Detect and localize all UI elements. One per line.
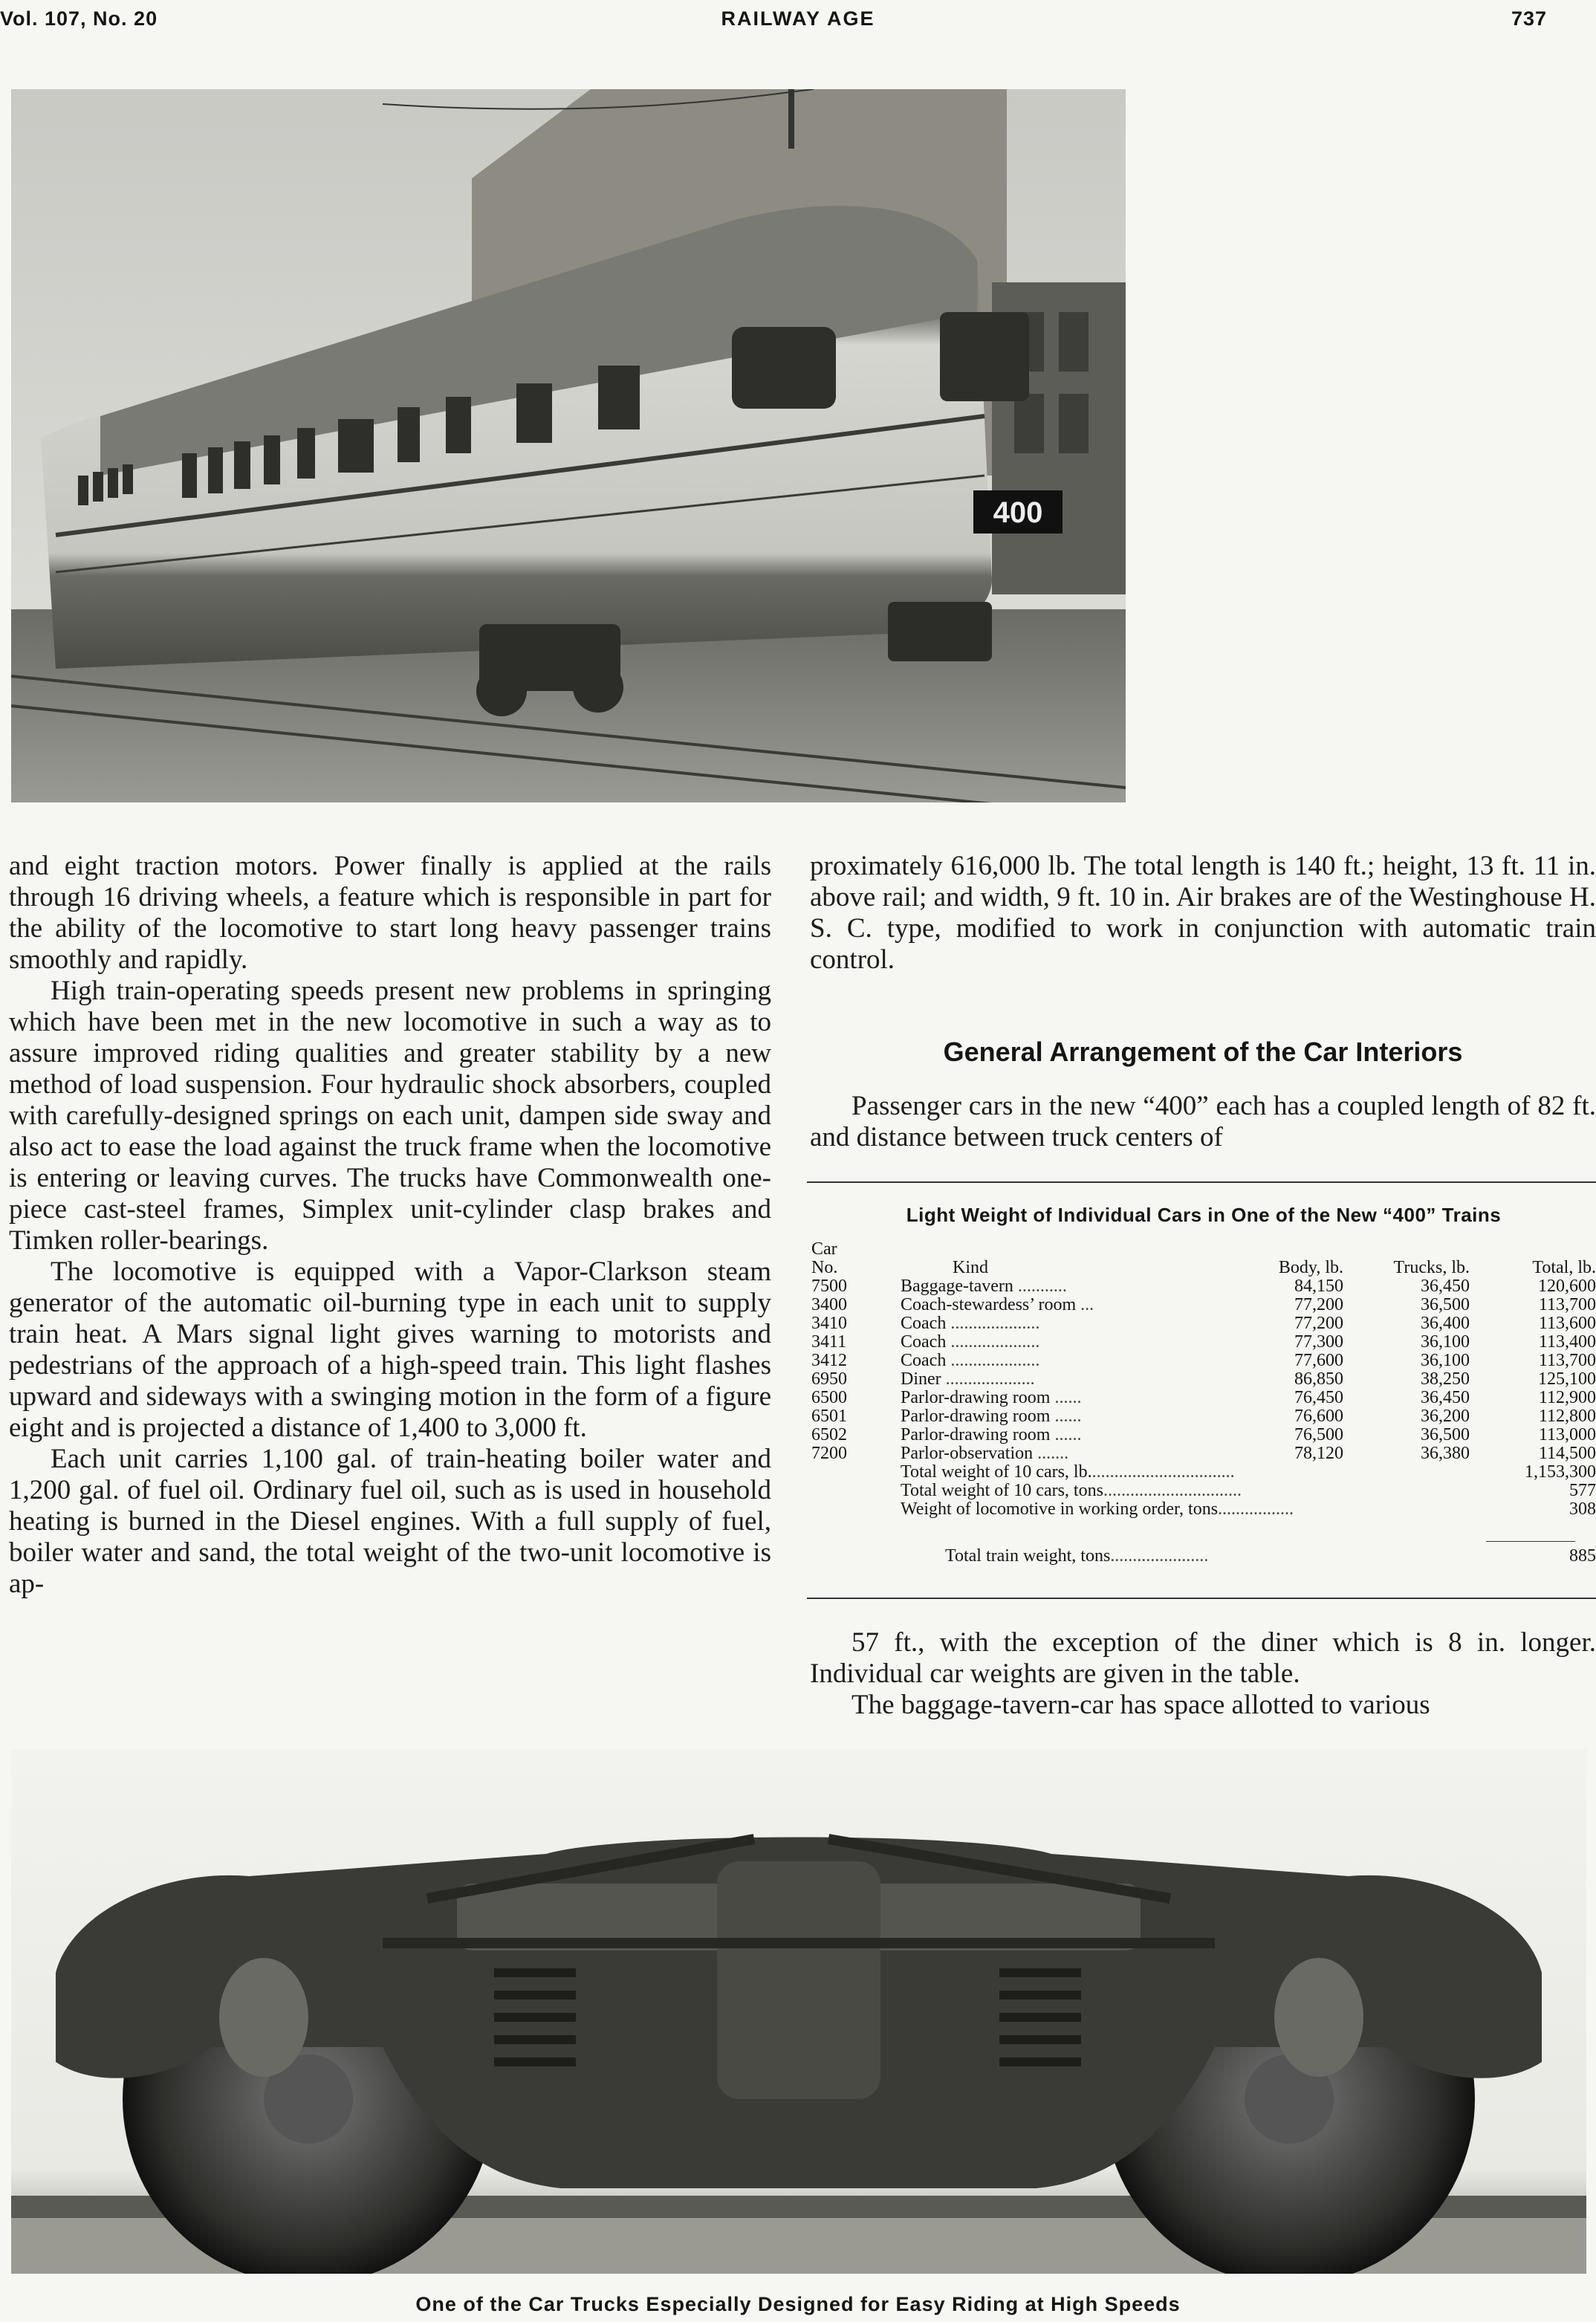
table-row	[811, 1333, 1596, 1352]
total-weight-cell: 112,900	[1538, 1388, 1596, 1407]
right-column-intro	[810, 1091, 1596, 1153]
volume-number: Vol. 107, No. 20	[0, 7, 158, 30]
total-weight-cell: 113,000	[1538, 1425, 1596, 1444]
total-value-cell: 577	[1569, 1481, 1596, 1500]
total-weight-cell: 113,400	[1538, 1332, 1596, 1352]
col-header-car: Car No.	[811, 1239, 838, 1277]
right-column-top	[810, 851, 1596, 976]
table-row	[811, 1352, 1596, 1370]
publication-title: RAILWAY AGE	[721, 7, 875, 30]
table-total-row	[811, 1482, 1596, 1500]
trucks-weight-cell: 36,400	[1421, 1314, 1470, 1333]
trucks-weight-cell: 36,100	[1421, 1332, 1470, 1352]
right-column-bottom	[810, 1627, 1596, 1721]
total-label-cell: Total weight of 10 cars, lb.................................	[901, 1462, 1235, 1482]
total-value-cell: 1,153,300	[1525, 1462, 1596, 1482]
car-number-cell: 6502	[811, 1425, 847, 1444]
table-top-rule	[807, 1181, 1596, 1183]
paragraph: Each unit carries 1,100 gal. of train-heating boiler water and 1,200 gal. of fuel oil. Ordinary fuel oil, such as is used in household heating is burned in the Diesel engines. With a full supply of fuel, boiler water and sand, the total weight of the two-unit locomotive is ap-	[9, 1444, 771, 1599]
grand-total-label: Total train weight, tons......................	[945, 1546, 1209, 1566]
total-weight-cell: 113,700	[1538, 1295, 1596, 1314]
trucks-weight-cell: 36,450	[1421, 1277, 1470, 1296]
kind-cell: Diner ....................	[901, 1369, 1035, 1389]
kind-cell: Coach ....................	[901, 1351, 1040, 1370]
trucks-weight-cell: 36,450	[1421, 1388, 1470, 1407]
body-weight-cell: 77,200	[1294, 1314, 1343, 1333]
car-badge: 400	[993, 496, 1043, 529]
paragraph: and eight traction motors. Power finally is applied at the rails through 16 driving wheels, a feature which is responsible in part for the ability of the locomotive to start long heavy passenger trains smoothly and rapidly.	[9, 851, 771, 975]
passenger-car-photo	[11, 89, 1126, 802]
trucks-weight-cell: 36,200	[1421, 1407, 1470, 1426]
photo-caption: One of the Car Trucks Especially Designed for Easy Riding at High Speeds	[415, 2293, 1181, 2315]
total-weight-cell: 112,800	[1538, 1407, 1596, 1426]
paragraph: Passenger cars in the new “400” each has a coupled length of 82 ft. and distance between truck centers of	[810, 1091, 1596, 1152]
page-header	[0, 7, 1596, 37]
total-weight-cell: 125,100	[1538, 1369, 1596, 1389]
kind-cell: Parlor-observation .......	[901, 1444, 1069, 1463]
paragraph: 57 ft., with the exception of the diner which is 8 in. longer. Individual car weights are given in the table.	[810, 1627, 1596, 1689]
kind-cell: Coach ....................	[901, 1314, 1040, 1333]
total-weight-cell: 114,500	[1538, 1444, 1596, 1463]
body-weight-cell: 77,200	[1294, 1295, 1343, 1314]
kind-cell: Parlor-drawing room ......	[901, 1388, 1082, 1407]
table-row	[811, 1444, 1596, 1463]
car-number-cell: 6501	[811, 1407, 847, 1426]
body-weight-cell: 78,120	[1294, 1444, 1343, 1463]
trucks-weight-cell: 36,500	[1421, 1295, 1470, 1314]
trucks-weight-cell: 36,380	[1421, 1444, 1470, 1463]
table-row	[811, 1389, 1596, 1407]
car-number-cell: 6950	[811, 1369, 847, 1389]
kind-cell: Coach ....................	[901, 1332, 1040, 1352]
car-number-cell: 6500	[811, 1388, 847, 1407]
body-weight-cell: 77,600	[1294, 1351, 1343, 1370]
col-header-trucks: Trucks, lb.	[1393, 1258, 1470, 1277]
body-weight-cell: 84,150	[1294, 1277, 1343, 1296]
table-title: Light Weight of Individual Cars in One of the New “400” Trains	[906, 1204, 1502, 1226]
body-weight-cell: 77,300	[1294, 1332, 1343, 1352]
kind-cell: Coach-stewardess’ room ...	[901, 1295, 1094, 1314]
car-number-cell: 7200	[811, 1444, 847, 1463]
kind-cell: Parlor-drawing room ......	[901, 1407, 1082, 1426]
total-weight-cell: 113,600	[1538, 1314, 1596, 1333]
kind-cell: Parlor-drawing room ......	[901, 1425, 1082, 1444]
trucks-weight-cell: 36,100	[1421, 1351, 1470, 1370]
car-weight-table	[811, 1204, 1596, 1566]
car-truck-photo	[11, 1750, 1586, 2274]
total-label-cell: Weight of locomotive in working order, tons.................	[901, 1499, 1294, 1519]
body-weight-cell: 76,600	[1294, 1407, 1343, 1426]
total-weight-cell: 120,600	[1538, 1277, 1596, 1296]
table-row	[811, 1407, 1596, 1426]
table-row	[811, 1314, 1596, 1333]
paragraph: The baggage-tavern-car has space allotted to various	[851, 1690, 1430, 1720]
col-header-body: Body, lb.	[1278, 1258, 1343, 1277]
table-bottom-rule	[807, 1598, 1596, 1599]
table-row	[811, 1426, 1596, 1444]
col-header-kind: Kind	[953, 1258, 988, 1277]
body-weight-cell: 76,500	[1294, 1425, 1343, 1444]
table-total-row	[811, 1463, 1596, 1482]
table-row	[811, 1370, 1596, 1389]
section-heading: General Arrangement of the Car Interiors	[943, 1037, 1463, 1067]
car-number-cell: 7500	[811, 1277, 847, 1296]
trucks-weight-cell: 36,500	[1421, 1425, 1470, 1444]
car-number-cell: 3410	[811, 1314, 847, 1333]
total-value-cell: 308	[1569, 1499, 1596, 1519]
body-weight-cell: 76,450	[1294, 1388, 1343, 1407]
body-weight-cell: 86,850	[1294, 1369, 1343, 1389]
car-number-cell: 3412	[811, 1351, 847, 1370]
grand-total-rule	[1486, 1541, 1575, 1542]
trucks-weight-cell: 38,250	[1421, 1369, 1470, 1389]
grand-total-row	[811, 1519, 1596, 1566]
car-number-cell: 3400	[811, 1295, 847, 1314]
col-header-total: Total, lb.	[1532, 1258, 1596, 1277]
paragraph: The locomotive is equipped with a Vapor-Clarkson steam generator of the automatic oil-burning type in each unit to supply train heat. A Mars signal light gives warning to motorists and pedestrians of the approach of a high-speed train. This light flashes upward and sideways with a swinging motion in the form of a figure eight and is projected a distance of 1,400 to 3,000 ft.	[9, 1256, 771, 1443]
table-row	[811, 1296, 1596, 1314]
weight-table	[811, 1240, 1596, 1566]
total-label-cell: Total weight of 10 cars, tons...............................	[901, 1481, 1242, 1500]
kind-cell: Baggage-tavern ...........	[901, 1277, 1067, 1296]
total-weight-cell: 113,700	[1538, 1351, 1596, 1370]
left-column	[9, 851, 771, 1600]
paragraph: High train-operating speeds present new problems in springing which have been met in the new locomotive in such a way as to assure improved riding qualities and greater stability by a new method of load suspension. Four hydraulic shock absorbers, coupled with carefully-designed springs on each unit, dampen side sway and also act to ease the load against the truck frame when the locomotive is entering or leaving curves. The trucks have Commonwealth one-piece cast-steel frames, Simplex unit-cylinder clasp brakes and Timken roller-bearings.	[9, 976, 771, 1256]
grand-total-value: 885	[1569, 1546, 1596, 1566]
car-number-cell: 3411	[811, 1332, 847, 1352]
table-total-row	[811, 1500, 1596, 1519]
page-number: 737	[1511, 7, 1547, 30]
table-row	[811, 1277, 1596, 1296]
paragraph: proximately 616,000 lb. The total length is 140 ft.; height, 13 ft. 11 in. above rail; and width, 9 ft. 10 in. Air brakes are of the Westinghouse H. S. C. type, modified to work in conjunction with automatic train control.	[810, 851, 1596, 975]
